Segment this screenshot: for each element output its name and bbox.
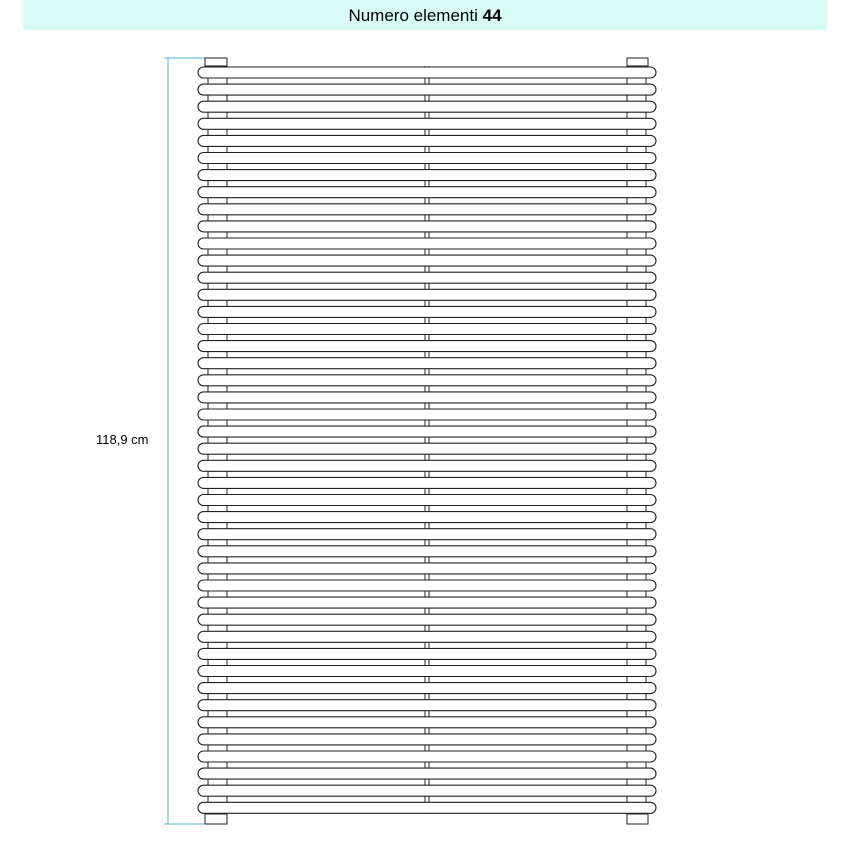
- radiator-tube: [198, 597, 656, 608]
- radiator-tube: [198, 306, 656, 317]
- element-count-value: 44: [482, 6, 502, 25]
- radiator-tube: [198, 375, 656, 386]
- radiator-tube: [198, 409, 656, 420]
- bottom-left-bracket: [205, 814, 227, 824]
- radiator-tube: [198, 84, 656, 95]
- radiator-tube: [198, 324, 656, 335]
- radiator-tube: [198, 341, 656, 352]
- radiator-tube: [198, 392, 656, 403]
- radiator-body: [198, 58, 656, 824]
- radiator-tube: [198, 614, 656, 625]
- radiator-tube: [198, 546, 656, 557]
- radiator-tube: [198, 495, 656, 506]
- radiator-tube: [198, 717, 656, 728]
- radiator-tube: [198, 67, 656, 78]
- radiator-tube: [198, 272, 656, 283]
- radiator-tube: [198, 683, 656, 694]
- radiator-tube: [198, 255, 656, 266]
- radiator-tube: [198, 477, 656, 488]
- radiator-tube: [198, 802, 656, 813]
- radiator-tube: [198, 734, 656, 745]
- top-left-bracket: [205, 58, 227, 66]
- radiator-tube: [198, 563, 656, 574]
- radiator-tube: [198, 460, 656, 471]
- radiator-tube: [198, 238, 656, 249]
- radiator-tube: [198, 580, 656, 591]
- radiator-tube: [198, 101, 656, 112]
- top-right-bracket: [627, 58, 648, 66]
- radiator-tube: [198, 204, 656, 215]
- radiator-tube: [198, 289, 656, 300]
- radiator-tube: [198, 426, 656, 437]
- radiator-tube: [198, 221, 656, 232]
- radiator-tube: [198, 751, 656, 762]
- radiator-tube: [198, 700, 656, 711]
- radiator-tube: [198, 768, 656, 779]
- radiator-tube: [198, 631, 656, 642]
- element-count-label: Numero elementi: [348, 6, 478, 25]
- radiator-tube: [198, 529, 656, 540]
- radiator-tube: [198, 153, 656, 164]
- bottom-right-bracket: [627, 814, 648, 824]
- radiator-tube: [198, 785, 656, 796]
- radiator-tube: [198, 666, 656, 677]
- radiator-tube: [198, 118, 656, 129]
- radiator-tube: [198, 443, 656, 454]
- radiator-tube: [198, 170, 656, 181]
- height-dimension-label: 118,9 cm: [96, 432, 149, 447]
- radiator-tube: [198, 512, 656, 523]
- radiator-tube: [198, 187, 656, 198]
- radiator-tube: [198, 648, 656, 659]
- radiator-tube: [198, 358, 656, 369]
- radiator-tube: [198, 135, 656, 146]
